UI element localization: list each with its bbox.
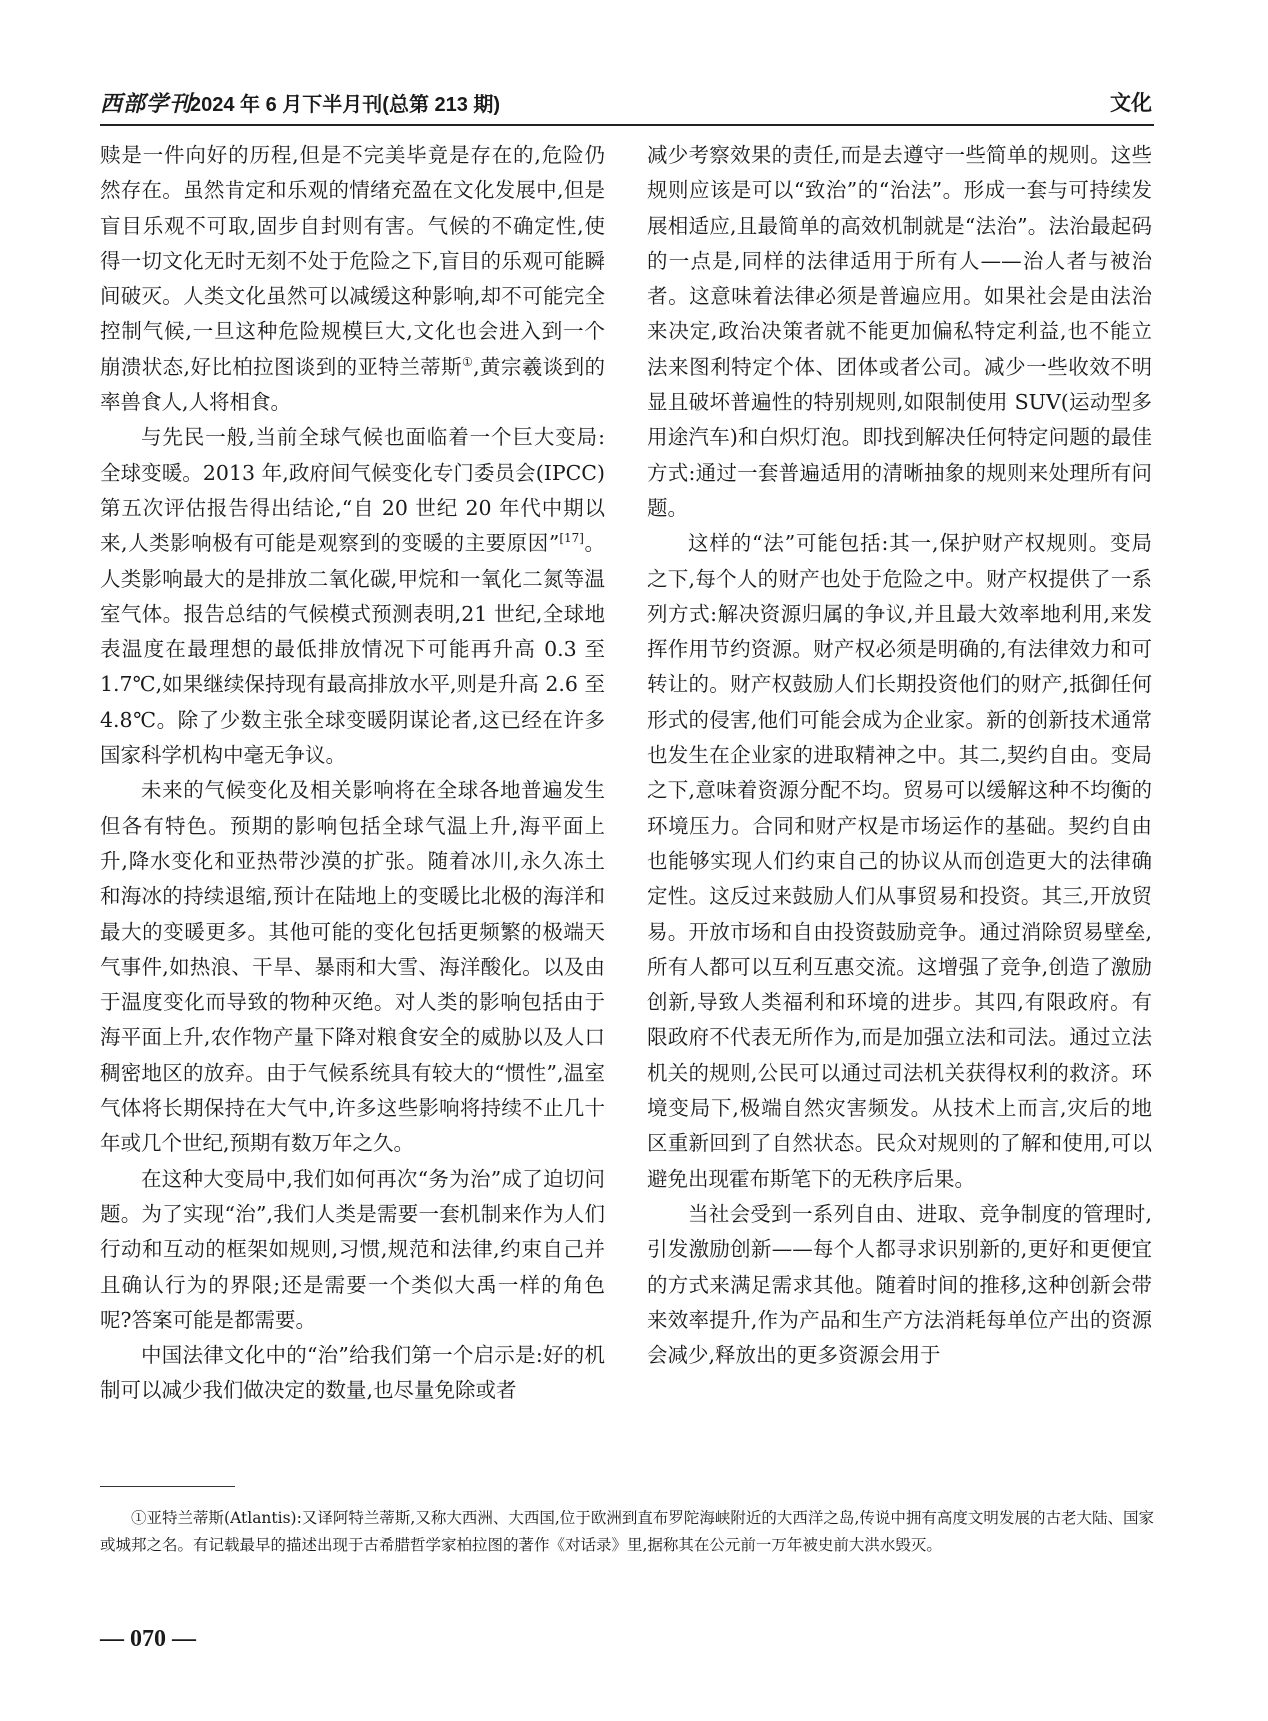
- paragraph: 与先民一般,当前全球气候也面临着一个巨大变局:全球变暖。2013 年,政府间气候变化专门委员会(IPCC)第五次评估报告得出结论,“自 20 世纪 20 年代中期以来,人类影响极有可能是观察到的变暖的主要原因”[17]。人类影响最大的是排放二氧化碳,甲烷和一氧化二氮等温室气体。报告总结的气候模式预测表明,21 世纪,全球地表温度在最理想的最低排放情况下可能再升高 0.3 至 1.7℃,如果继续保持现有最高排放水平,则是升高 2.6 至 4.8℃。除了少数主张全球变暖阴谋论者,这已经在许多国家科学机构中毫无争议。: [100, 425, 606, 768]
- section-title: 文化: [1110, 92, 1152, 115]
- paragraph: 中国法律文化中的“治”给我们第一个启示是:好的机制可以减少我们做决定的数量,也尽量免除或者: [100, 1343, 605, 1403]
- issue-info: 2024 年 6 月下半月刊(总第 213 期): [190, 94, 501, 116]
- paragraph: 这样的“法”可能包括:其一,保护财产权规则。变局之下,每个人的财产也处于危险之中。财产权提供了一系列方式:解决资源归属的争议,并且最大效率地利用,来发挥作用节约资源。财产权必须是明确的,有法律效力和可转让的。财产权鼓励人们长期投资他们的财产,抵御任何形式的侵害,他们可能会成为企业家。新的创新技术通常也发生在企业家的进取精神之中。其二,契约自由。变局之下,意味着资源分配不均。贸易可以缓解这种不均衡的环境压力。合同和财产权是市场运作的基础。契约自由也能够实现人们约束自己的协议从而创造更大的法律确定性。这反过来鼓励人们从事贸易和投资。其三,开放贸易。开放市场和自由投资鼓励竞争。通过消除贸易壁垒,所有人都可以互利互惠交流。这增强了竞争,创造了激励创新,导致人类福利和环境的进步。其四,有限政府。有限政府不代表无所作为,而是加强立法和司法。通过立法机关的规则,公民可以通过司法机关获得权利的救济。环境变局下,极端自然灾害频发。从技术上而言,灾后的地区重新回到了自然状态。民众对规则的了解和使用,可以避免出现霍布斯笔下的无秩序后果。: [647, 531, 1152, 1191]
- left-column: [100, 138, 605, 1409]
- paragraph: 在这种大变局中,我们如何再次“务为治”成了迫切问题。为了实现“治”,我们人类是需要一套机制来作为人们行动和互动的框架如规则,习惯,规范和法律,约束自己并且确认行为的界限;还是需要一个类似大禹一样的角色呢?答案可能是都需要。: [100, 1166, 605, 1332]
- right-column: [647, 138, 1152, 1373]
- footnote-divider: [100, 1486, 235, 1487]
- footnote-marker: ①: [462, 354, 474, 369]
- paragraph: 赎是一件向好的历程,但是不完美毕竟是存在的,危险仍然存在。虽然肯定和乐观的情绪充盈在文化发展中,但是盲目乐观不可取,固步自封则有害。气候的不确定性,使得一切文化无时无刻不处于危险之下,盲目的乐观可能瞬间破灭。人类文化虽然可以减缓这种影响,却不可能完全控制气候,一旦这种危险规模巨大,文化也会进入到一个崩溃状态,好比柏拉图谈到的亚特兰蒂斯①,黄宗羲谈到的率兽食人,人将相食。: [100, 143, 605, 415]
- page-number: — 070 —: [100, 1626, 196, 1652]
- paragraph: 减少考察效果的责任,而是去遵守一些简单的规则。这些规则应该是可以“致治”的“治法”。形成一套与可持续发展相适应,且最简单的高效机制就是“法治”。法治最起码的一点是,同样的法律适用于所有人——治人者与被治者。这意味着法律必须是普遍应用。如果社会是由法治来决定,政治决策者就不能更加偏私特定利益,也不能立法来图利特定个体、团体或者公司。减少一些收效不明显且破坏普遍性的特别规则,如限制使用 SUV(运动型多用途汽车)和白炽灯泡。即找到解决任何特定问题的最佳方式:通过一套普遍适用的清晰抽象的规则来处理所有问题。: [647, 143, 1152, 520]
- page-header: [100, 84, 1154, 126]
- paragraph: 未来的气候变化及相关影响将在全球各地普遍发生但各有特色。预期的影响包括全球气温上升,海平面上升,降水变化和亚热带沙漠的扩张。随着冰川,永久冻土和海冰的持续退缩,预计在陆地上的变暖比北极的海洋和最大的变暖更多。其他可能的变化包括更频繁的极端天气事件,如热浪、干旱、暴雨和大雪、海洋酸化。以及由于温度变化而导致的物种灭绝。对人类的影响包括由于海平面上升,农作物产量下降对粮食安全的威胁以及人口稠密地区的放弃。由于气候系统具有较大的“惯性”,温室气体将长期保持在大气中,许多这些影响将持续不止几十年或几个世纪,预期有数万年之久。: [100, 778, 605, 1156]
- footnote: ①亚特兰蒂斯(Atlantis):又译阿特兰蒂斯,又称大西洲、大西国,位于欧洲到直布罗陀海峡附近的大西洋之岛,传说中拥有高度文明发展的古老大陆、国家或城邦之名。有记载最早的描述出现于古希腊哲学家柏拉图的著作《对话录》里,据称其在公元前一万年被史前大洪水毁灭。: [100, 1509, 1154, 1554]
- journal-logo: 西部学刊: [100, 91, 193, 117]
- paragraph: 当社会受到一系列自由、进取、竞争制度的管理时,引发激励创新——每个人都寻求识别新的,更好和更便宜的方式来满足需求其他。随着时间的推移,这种创新会带来效率提升,作为产品和生产方法消耗每单位产出的资源会减少,释放出的更多资源会用于: [647, 1201, 1152, 1368]
- citation-ref: [17]: [559, 531, 584, 546]
